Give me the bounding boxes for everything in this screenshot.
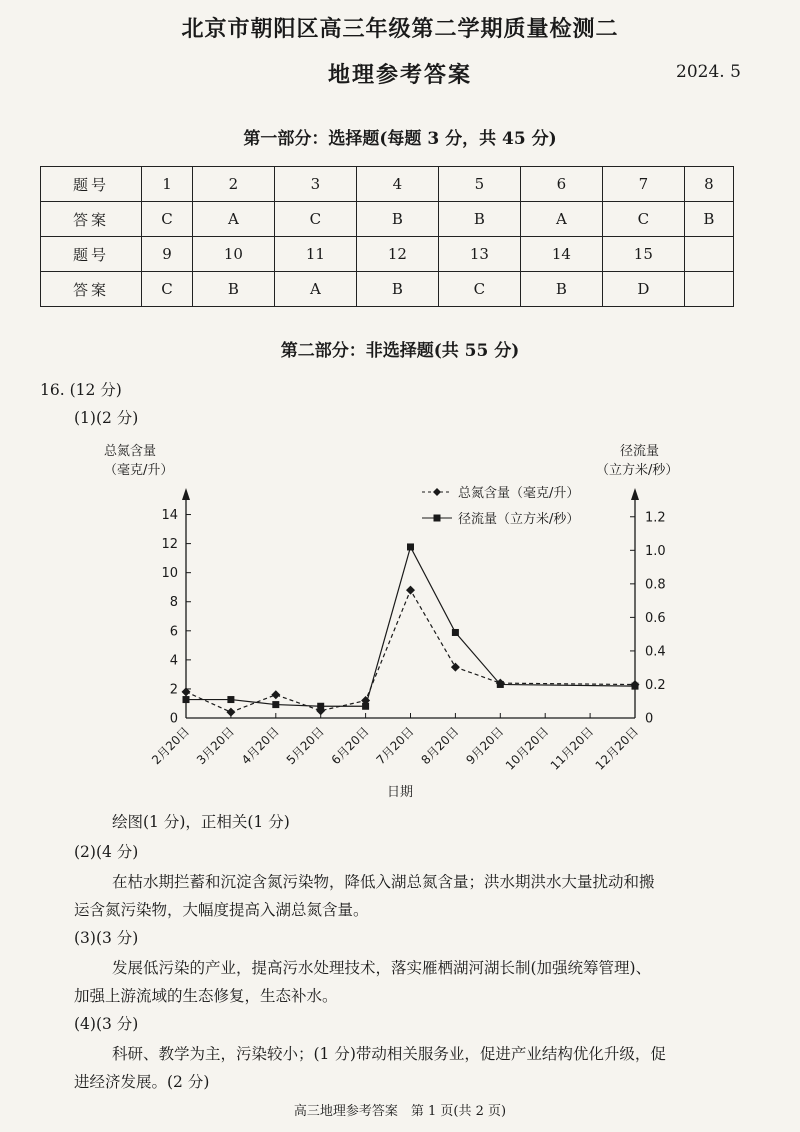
x-tick-label: 3月20日 xyxy=(193,724,238,768)
legend-label-nitrogen: 总氮含量（毫克/升） xyxy=(458,486,580,501)
q16-part1-answer: 绘图(1 分)，正相关(1 分) xyxy=(112,813,290,831)
x-tick-label: 7月20日 xyxy=(373,724,417,768)
question-number-cell: 4 xyxy=(356,167,438,202)
table-row xyxy=(41,237,734,272)
answer-cell: A xyxy=(274,272,356,307)
answer-cell: B xyxy=(356,272,438,307)
q16-title: 16. (12 分) xyxy=(40,381,122,399)
x-tick-label: 11月20日 xyxy=(547,724,597,773)
question-number-cell: 7 xyxy=(602,167,684,202)
question-number-cell: 1 xyxy=(142,167,193,202)
page-footer: 高三地理参考答案 第 1 页(共 2 页) xyxy=(293,1104,507,1119)
q16-part2-line2: 运含氮污染物，大幅度提高入湖总氮含量。 xyxy=(74,901,369,919)
right-tick-label: 0.8 xyxy=(645,577,666,593)
question-number-cell: 11 xyxy=(274,237,356,272)
runoff-point xyxy=(452,629,459,636)
right-tick-label: 0.4 xyxy=(645,644,666,660)
right-axis-arrow xyxy=(631,488,639,500)
x-tick-label: 2月20日 xyxy=(149,724,193,768)
q16-part1-label: (1)(2 分) xyxy=(74,409,139,427)
left-tick-label: 2 xyxy=(169,682,178,698)
nitrogen-point xyxy=(406,586,415,595)
right-tick-label: 1.2 xyxy=(645,510,666,526)
x-axis-title: 日期 xyxy=(386,785,414,800)
exam-title: 北京市朝阳区高三年级第二学期质量检测二 xyxy=(181,16,619,42)
legend-marker-runoff xyxy=(434,515,441,522)
question-number-cell: 12 xyxy=(356,237,438,272)
runoff-point xyxy=(407,543,414,550)
question-number-cell: 5 xyxy=(438,167,520,202)
x-tick-label: 4月20日 xyxy=(238,724,282,768)
x-tick-label: 12月20日 xyxy=(592,724,642,773)
row-label-question: 题号 xyxy=(41,237,142,272)
right-tick-label: 0 xyxy=(645,711,654,727)
question-number-cell: 10 xyxy=(192,237,274,272)
q16-part3-label: (3)(3 分) xyxy=(74,929,139,947)
question-number-cell: 15 xyxy=(602,237,684,272)
exam-date: 2024. 5 xyxy=(676,62,741,82)
left-tick-label: 6 xyxy=(169,624,178,640)
answer-cell: D xyxy=(602,272,684,307)
answer-cell: C xyxy=(142,202,193,237)
table-row xyxy=(41,272,734,307)
left-tick-label: 8 xyxy=(169,595,178,611)
row-label-answer: 答案 xyxy=(41,272,142,307)
q16-part4-line2: 进经济发展。(2 分) xyxy=(74,1073,210,1091)
answer-cell: A xyxy=(192,202,274,237)
x-tick-label: 9月20日 xyxy=(463,724,507,768)
left-tick-label: 12 xyxy=(161,537,178,553)
nitrogen-point xyxy=(271,690,280,699)
runoff-point xyxy=(317,703,324,710)
x-tick-label: 5月20日 xyxy=(283,724,327,768)
answer-cell: B xyxy=(356,202,438,237)
question-number-cell: 13 xyxy=(438,237,520,272)
runoff-point xyxy=(362,703,369,710)
x-tick-label: 6月20日 xyxy=(328,724,372,768)
legend-label-runoff: 径流量（立方米/秒） xyxy=(458,512,580,527)
answer-cell: B xyxy=(684,202,733,237)
question-number-cell: 9 xyxy=(142,237,193,272)
answer-cell: B xyxy=(192,272,274,307)
left-tick-label: 4 xyxy=(169,653,178,669)
series-line-runoff xyxy=(186,547,635,706)
q16-part2-label: (2)(4 分) xyxy=(74,843,139,861)
left-axis-title-1: 总氮含量 xyxy=(104,444,157,459)
nitrogen-runoff-chart xyxy=(100,430,700,810)
question-number-cell xyxy=(684,237,733,272)
question-number-cell: 6 xyxy=(520,167,602,202)
x-tick-label: 10月20日 xyxy=(502,724,552,773)
left-axis-title-2: （毫克/升） xyxy=(104,463,174,478)
series-line-nitrogen xyxy=(186,590,635,712)
answer-key-title: 地理参考答案 xyxy=(327,62,472,88)
right-tick-label: 0.2 xyxy=(645,677,666,693)
right-tick-label: 1.0 xyxy=(645,543,666,559)
runoff-point xyxy=(183,696,190,703)
table-row xyxy=(41,202,734,237)
answer-cell: C xyxy=(274,202,356,237)
row-label-question: 题号 xyxy=(41,167,142,202)
right-tick-label: 0.6 xyxy=(645,610,666,626)
table-row xyxy=(41,167,734,202)
part2-heading: 第二部分：非选择题(共 55 分) xyxy=(280,341,520,361)
answer-cell: C xyxy=(142,272,193,307)
q16-part2-line1: 在枯水期拦蓄和沉淀含氮污染物，降低入湖总氮含量；洪水期洪水大量扰动和搬 xyxy=(112,873,655,891)
answer-cell: A xyxy=(520,202,602,237)
left-tick-label: 14 xyxy=(161,508,178,524)
nitrogen-point xyxy=(226,708,235,717)
left-tick-label: 0 xyxy=(169,711,178,727)
q16-part3-line2: 加强上游流域的生态修复，生态补水。 xyxy=(74,987,338,1005)
question-number-cell: 14 xyxy=(520,237,602,272)
runoff-point xyxy=(272,701,279,708)
left-axis-arrow xyxy=(182,488,190,500)
legend-marker-nitrogen xyxy=(433,488,441,496)
runoff-point xyxy=(497,681,504,688)
answer-cell: B xyxy=(438,202,520,237)
row-label-answer: 答案 xyxy=(41,202,142,237)
left-tick-label: 10 xyxy=(161,566,178,582)
x-tick-label: 8月20日 xyxy=(418,724,462,768)
answer-cell: C xyxy=(602,202,684,237)
question-number-cell: 3 xyxy=(274,167,356,202)
question-number-cell: 8 xyxy=(684,167,733,202)
right-axis-title-2: （立方米/秒） xyxy=(596,463,679,478)
answer-cell xyxy=(684,272,733,307)
chart-legend xyxy=(422,485,579,527)
q16-part3-line1: 发展低污染的产业，提高污水处理技术，落实雁栖湖河湖长制(加强统筹管理)、 xyxy=(112,959,652,977)
runoff-point xyxy=(632,683,639,690)
answer-cell: C xyxy=(438,272,520,307)
q16-part4-label: (4)(3 分) xyxy=(74,1015,139,1033)
answer-cell: B xyxy=(520,272,602,307)
runoff-point xyxy=(227,696,234,703)
q16-part4-line1: 科研、教学为主，污染较小；(1 分)带动相关服务业，促进产业结构优化升级，促 xyxy=(112,1045,666,1063)
nitrogen-point xyxy=(451,663,460,672)
part1-heading: 第一部分：选择题(每题 3 分，共 45 分) xyxy=(243,129,557,149)
question-number-cell: 2 xyxy=(192,167,274,202)
right-axis-title-1: 径流量 xyxy=(620,444,660,459)
answer-table xyxy=(40,166,734,307)
